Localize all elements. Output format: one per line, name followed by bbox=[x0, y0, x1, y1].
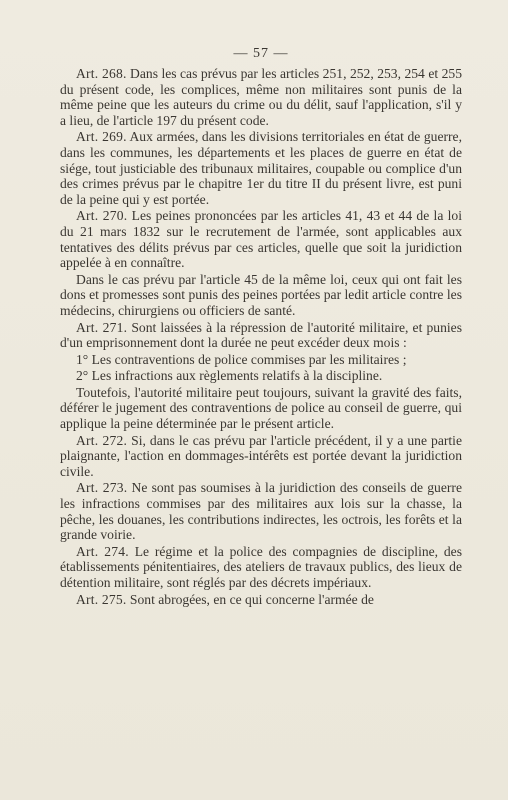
article-270 bbox=[60, 208, 462, 270]
article-text: Le régime et la police des compagnies de discipline, des établissements pénitentiaires, des ateliers de travaux publics, des lieux de détention militaire, sont réglés par des décrets impériaux. bbox=[60, 543, 462, 590]
article-label: Art. 273. bbox=[76, 480, 128, 496]
article-270-continuation bbox=[60, 272, 462, 319]
article-272 bbox=[60, 433, 462, 480]
list-item-2 bbox=[60, 368, 462, 384]
article-label: Art. 272. bbox=[76, 432, 128, 448]
article-275 bbox=[60, 592, 462, 608]
article-label: Art. 268. bbox=[76, 66, 127, 81]
list-item-1 bbox=[60, 352, 462, 368]
list-item-text: 1° Les contraventions de police commises par les militaires ; bbox=[76, 351, 407, 367]
article-273 bbox=[60, 480, 462, 542]
page-number: — 57 — bbox=[233, 46, 289, 61]
article-271 bbox=[60, 320, 462, 351]
article-text: Si, dans le cas prévu par l'article précédent, il y a une partie plaignante, l'action en dommages-intérêts est portée devant la juridiction civile. bbox=[60, 432, 462, 479]
article-label: Art. 274. bbox=[76, 543, 129, 559]
article-269 bbox=[60, 129, 462, 207]
article-271-continuation bbox=[60, 385, 462, 432]
article-label: Art. 271. bbox=[76, 319, 128, 335]
article-label: Art. 269. bbox=[76, 129, 127, 145]
article-text: Ne sont pas soumises à la juridiction des conseils de guerre les infractions commises par des militaires aux lois sur la chasse, la pêche, les douanes, les contributions indirectes, les octrois, les forêts et la grande voirie. bbox=[60, 480, 462, 543]
article-text: Sont abrogées, en ce qui concerne l'armée de bbox=[126, 591, 374, 607]
article-label: Art. 275. bbox=[76, 591, 127, 607]
article-text: Aux armées, dans les divisions territoriales en état de guerre, dans les communes, les départements et les places de guerre en état de siége, tout justiciable des tribunaux militaires, coupable ou complice d'un des crimes prévus par le chapitre 1er du titre II du présent livre, est puni de la peine qui y est portée. bbox=[60, 129, 462, 207]
list-item-text: 2° Les infractions aux règlements relatifs à la discipline. bbox=[76, 368, 383, 384]
article-text: Dans les cas prévus par les articles 251, 252, 253, 254 et 255 du présent code, les complices, même non militaires sont punis de la même peine que les auteurs du crime ou du délit, sauf l'application, s'il y a lieu, de l'article 197 du présent code. bbox=[60, 66, 462, 128]
article-text: Sont laissées à la répression de l'autorité militaire, et punies d'un emprisonnement dont la durée ne peut excéder deux mois : bbox=[60, 319, 462, 351]
article-label: Art. 270. bbox=[76, 208, 128, 224]
paragraph-text: Dans le cas prévu par l'article 45 de la même loi, ceux qui ont fait les dons et promesses sont punis des peines portées par ledit article contre les médecins, chirurgiens ou officiers de santé. bbox=[60, 271, 462, 318]
article-text: Les peines prononcées par les articles 41, 43 et 44 de la loi du 21 mars 1832 sur le recrutement de l'armée, sont applicables aux tentatives des délits prévus par ces articles, quelle que soit la juridiction appelée à en connaître. bbox=[60, 208, 462, 271]
paragraph-text: Toutefois, l'autorité militaire peut toujours, suivant la gravité des faits, déférer le jugement des contraventions de police au conseil de guerre, qui applique la peine déterminée par le présent article. bbox=[60, 384, 462, 432]
article-274 bbox=[60, 544, 462, 591]
article-268 bbox=[60, 66, 462, 128]
